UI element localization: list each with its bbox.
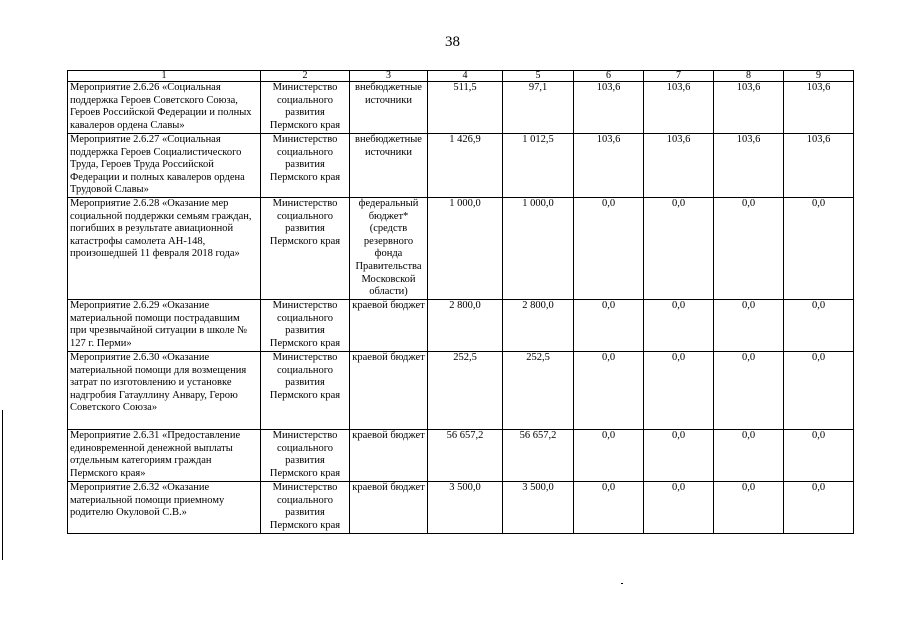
value-cell: 3 500,0 bbox=[428, 482, 503, 534]
value-cell: 0,0 bbox=[644, 300, 714, 352]
measures-table bbox=[67, 70, 854, 534]
table-row bbox=[68, 134, 854, 198]
executor-cell: Министерство социального развития Пермского края bbox=[261, 300, 350, 352]
executor-cell: Министерство социального развития Пермского края bbox=[261, 352, 350, 430]
source-cell: краевой бюджет bbox=[350, 430, 428, 482]
value-cell: 3 500,0 bbox=[503, 482, 574, 534]
table-row bbox=[68, 352, 854, 430]
value-cell: 0,0 bbox=[574, 482, 644, 534]
executor-cell: Министерство социального развития Пермского края bbox=[261, 482, 350, 534]
value-cell: 97,1 bbox=[503, 82, 574, 134]
value-cell: 0,0 bbox=[574, 300, 644, 352]
table-row bbox=[68, 82, 854, 134]
executor-cell: Министерство социального развития Пермского края bbox=[261, 82, 350, 134]
measure-cell: Мероприятие 2.6.26 «Социальная поддержка Героев Советского Союза, Героев Российской Федерации и полных кавалеров ордена Славы» bbox=[68, 82, 261, 134]
value-cell: 103,6 bbox=[574, 134, 644, 198]
source-cell: краевой бюджет bbox=[350, 300, 428, 352]
column-header: 5 bbox=[503, 71, 574, 82]
scan-speck bbox=[621, 583, 623, 584]
value-cell: 0,0 bbox=[714, 430, 784, 482]
source-cell: внебюджетные источники bbox=[350, 82, 428, 134]
value-cell: 2 800,0 bbox=[428, 300, 503, 352]
value-cell: 103,6 bbox=[644, 82, 714, 134]
value-cell: 0,0 bbox=[784, 352, 854, 430]
value-cell: 1 426,9 bbox=[428, 134, 503, 198]
value-cell: 0,0 bbox=[574, 352, 644, 430]
value-cell: 0,0 bbox=[714, 198, 784, 300]
table-row bbox=[68, 430, 854, 482]
table-row bbox=[68, 482, 854, 534]
executor-cell: Министерство социального развития Пермского края bbox=[261, 134, 350, 198]
measure-cell: Мероприятие 2.6.29 «Оказание материальной помощи пострадавшим при чрезвычайной ситуации в школе № 127 г. Перми» bbox=[68, 300, 261, 352]
value-cell: 252,5 bbox=[503, 352, 574, 430]
table-row bbox=[68, 198, 854, 300]
column-header: 4 bbox=[428, 71, 503, 82]
value-cell: 0,0 bbox=[784, 430, 854, 482]
source-cell: внебюджетные источники bbox=[350, 134, 428, 198]
value-cell: 0,0 bbox=[784, 300, 854, 352]
value-cell: 103,6 bbox=[784, 82, 854, 134]
value-cell: 0,0 bbox=[714, 352, 784, 430]
value-cell: 1 000,0 bbox=[503, 198, 574, 300]
value-cell: 56 657,2 bbox=[428, 430, 503, 482]
value-cell: 103,6 bbox=[644, 134, 714, 198]
column-header: 3 bbox=[350, 71, 428, 82]
measure-cell: Мероприятие 2.6.32 «Оказание материальной помощи приемному родителю Окуловой С.В.» bbox=[68, 482, 261, 534]
measure-cell: Мероприятие 2.6.31 «Предоставление единовременной денежной выплаты отдельным категориям граждан Пермского края» bbox=[68, 430, 261, 482]
value-cell: 0,0 bbox=[644, 352, 714, 430]
value-cell: 56 657,2 bbox=[503, 430, 574, 482]
value-cell: 0,0 bbox=[644, 198, 714, 300]
value-cell: 0,0 bbox=[574, 430, 644, 482]
value-cell: 0,0 bbox=[714, 300, 784, 352]
value-cell: 0,0 bbox=[784, 482, 854, 534]
value-cell: 2 800,0 bbox=[503, 300, 574, 352]
column-header: 8 bbox=[714, 71, 784, 82]
value-cell: 0,0 bbox=[644, 482, 714, 534]
source-cell: краевой бюджет bbox=[350, 482, 428, 534]
value-cell: 0,0 bbox=[784, 198, 854, 300]
value-cell: 1 012,5 bbox=[503, 134, 574, 198]
column-header: 9 bbox=[784, 71, 854, 82]
value-cell: 0,0 bbox=[644, 430, 714, 482]
executor-cell: Министерство социального развития Пермского края bbox=[261, 430, 350, 482]
table-row bbox=[68, 300, 854, 352]
column-header: 1 bbox=[68, 71, 261, 82]
value-cell: 103,6 bbox=[784, 134, 854, 198]
value-cell: 103,6 bbox=[714, 82, 784, 134]
column-header: 7 bbox=[644, 71, 714, 82]
source-cell: федеральный бюджет* (средств резервного фонда Правительства Московской области) bbox=[350, 198, 428, 300]
scan-edge-mark bbox=[2, 410, 3, 560]
source-cell: краевой бюджет bbox=[350, 352, 428, 430]
column-header: 2 bbox=[261, 71, 350, 82]
value-cell: 511,5 bbox=[428, 82, 503, 134]
measure-cell: Мероприятие 2.6.27 «Социальная поддержка Героев Социалистического Труда, Героев Труда Российской Федерации и полных кавалеров ордена Трудовой Славы» bbox=[68, 134, 261, 198]
column-number-row bbox=[68, 71, 854, 82]
page-number: 38 bbox=[445, 34, 460, 50]
measure-cell: Мероприятие 2.6.28 «Оказание мер социальной поддержки семьям граждан, погибших в результате авиационной катастрофы самолета АН-148, произошедшей 11 февраля 2018 года» bbox=[68, 198, 261, 300]
value-cell: 103,6 bbox=[714, 134, 784, 198]
value-cell: 252,5 bbox=[428, 352, 503, 430]
measure-cell: Мероприятие 2.6.30 «Оказание материальной помощи для возмещения затрат по изготовлению и установке надгробия Гатауллину Анвару, Герою Советского Союза» bbox=[68, 352, 261, 430]
value-cell: 0,0 bbox=[714, 482, 784, 534]
column-header: 6 bbox=[574, 71, 644, 82]
value-cell: 0,0 bbox=[574, 198, 644, 300]
value-cell: 1 000,0 bbox=[428, 198, 503, 300]
executor-cell: Министерство социального развития Пермского края bbox=[261, 198, 350, 300]
value-cell: 103,6 bbox=[574, 82, 644, 134]
